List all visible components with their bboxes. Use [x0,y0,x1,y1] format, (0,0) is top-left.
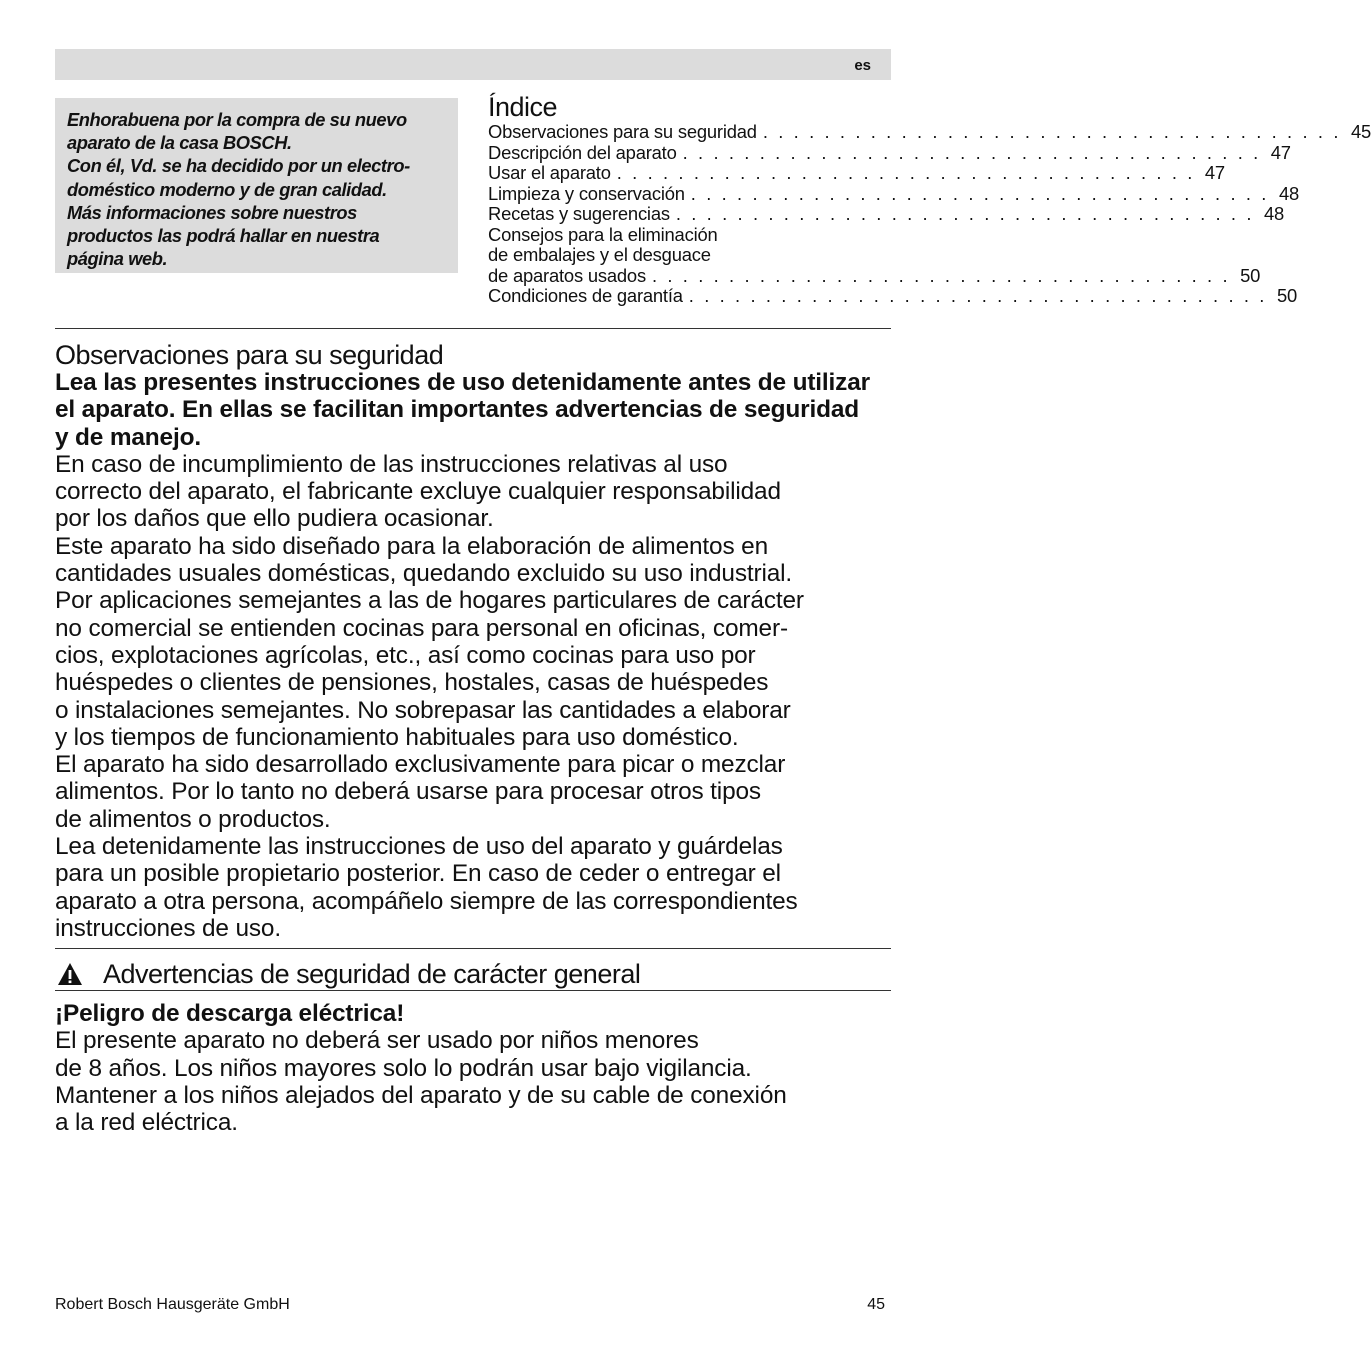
section-divider [55,328,891,329]
warning-title: Advertencias de seguridad de carácter general [103,959,641,989]
safety-line: Lea detenidamente las instrucciones de uso del aparato y guárdelas [55,833,783,861]
warning-triangle-icon [57,962,83,986]
toc-leader-dots: . . . . . . . . . . . . . . . . . . . . . . . . . . . . . . . . . . . . . . [688,285,1267,306]
toc-entry-page: 48 [1278,182,1299,204]
intro-line: doméstico moderno y de gran calidad. [67,178,387,200]
toc-entry-label: de embalajes y el desguace [488,244,711,265]
safety-line: no comercial se entienden cocinas para personal en oficinas, comer- [55,614,788,642]
warning-heading [55,958,640,990]
toc-entry-label: Usar el aparato [488,162,611,183]
table-of-contents [488,90,1371,307]
toc-entry [488,162,1225,184]
intro-box [55,98,458,273]
warning-subheading: ¡Peligro de descarga eléctrica! [55,1000,405,1027]
safety-bold-line: Lea las presentes instrucciones de uso detenidamente antes de utilizar [55,369,870,396]
toc-leader-dots: . . . . . . . . . . . . . . . . . . . . . . . . . . . . . . . . . . . . . . [762,121,1342,142]
safety-body [55,369,895,942]
toc-entry-label: Limpieza y conservación [488,182,685,204]
toc-entry-page: 50 [1276,285,1297,306]
safety-line: Por aplicaciones semejantes a las de hogares particulares de carácter [55,587,804,615]
toc-entry [488,203,1285,225]
toc-entry-label: Recetas y sugerencias [488,203,670,224]
toc-entry [488,245,891,266]
safety-line: huéspedes o clientes de pensiones, hostales, casas de huéspedes [55,669,769,697]
toc-entry [488,141,1291,164]
toc-entry [488,121,1371,143]
toc-list [488,121,1371,307]
intro-line: Más informaciones sobre nuestros [67,201,357,223]
toc-entry-page: 50 [1240,264,1261,286]
safety-line: cantidades usuales domésticas, quedando excluido su uso industrial. [55,560,793,588]
safety-line: y los tiempos de funcionamiento habituales para uso doméstico. [55,723,739,751]
safety-bold-line: el aparato. En ellas se facilitan importantes advertencias de seguridad [55,396,860,424]
warning-line: de 8 años. Los niños mayores solo lo podrán usar bajo vigilancia. [55,1054,752,1082]
toc-leader-dots: . . . . . . . . . . . . . . . . . . . . . . . . . . . . . . . . . . . . . . [690,182,1269,204]
warning-line: El presente aparato no deberá ser usado por niños menores [55,1027,699,1055]
toc-entry [488,182,1299,205]
toc-entry-label: de aparatos usados [488,264,646,286]
toc-leader-dots: . . . . . . . . . . . . . . . . . . . . . . . . . . . . . . . . . . . . . . [651,264,1231,286]
safety-section-title: Observaciones para su seguridad [55,340,444,370]
safety-line: El aparato ha sido desarrollado exclusivamente para picar o mezclar [55,751,786,779]
toc-title: Índice [488,92,558,122]
safety-line: aparato a otra persona, acompáñelo siempre de las correspondientes [55,887,798,915]
safety-line: de alimentos o productos. [55,805,331,833]
footer-page-number: 45 [867,1296,885,1313]
toc-entry-page: 48 [1264,203,1285,224]
warning-bottom-divider [55,990,891,991]
toc-entry-label: Condiciones de garantía [488,285,683,306]
toc-entry-page: 47 [1270,141,1291,163]
warning-body [55,1000,895,1136]
safety-line: para un posible propietario posterior. En caso de ceder o entregar el [55,860,781,888]
safety-line: por los daños que ello pudiera ocasionar. [55,505,494,533]
safety-line: correcto del aparato, el fabricante excluye cualquier responsabilidad [55,478,781,506]
intro-line: aparato de la casa BOSCH. [67,132,292,154]
language-bar [55,49,891,80]
footer-company: Robert Bosch Hausgeräte GmbH [55,1296,290,1313]
toc-entry-label: Descripción del aparato [488,141,677,163]
toc-entry [488,285,1297,307]
intro-line: Con él, Vd. se ha decidido por un electro- [67,155,410,177]
language-code: es [854,57,871,74]
intro-line: productos las podrá hallar en nuestra [67,225,380,247]
safety-line: Este aparato ha sido diseñado para la elaboración de alimentos en [55,532,768,560]
toc-entry-label: Observaciones para su seguridad [488,121,757,142]
warning-top-divider [55,948,891,949]
intro-line: página web. [67,248,168,270]
warning-line: a la red eléctrica. [55,1109,238,1137]
warning-line: Mantener a los niños alejados del aparato y de su cable de conexión [55,1081,787,1109]
toc-entry-label: Consejos para la eliminación [488,223,718,245]
toc-entry [488,264,1261,287]
safety-line: o instalaciones semejantes. No sobrepasar las cantidades a elaborar [55,696,791,724]
intro-line: Enhorabuena por la compra de su nuevo [67,109,407,130]
toc-leader-dots: . . . . . . . . . . . . . . . . . . . . . . . . . . . . . . . . . . . . . . [675,203,1255,224]
safety-line: instrucciones de uso. [55,914,281,942]
toc-entry-page: 47 [1204,162,1225,183]
safety-line: alimentos. Por lo tanto no deberá usarse para procesar otros tipos [55,778,761,806]
safety-line: cios, explotaciones agrícolas, etc., así como cocinas para uso por [55,641,756,669]
toc-entry-page: 45 [1350,121,1371,142]
toc-entry [488,225,891,246]
toc-leader-dots: . . . . . . . . . . . . . . . . . . . . . . . . . . . . . . . . . . . . . . [682,141,1261,163]
safety-bold-line: y de manejo. [55,423,201,451]
safety-line: En caso de incumplimiento de las instrucciones relativas al uso [55,450,728,478]
toc-leader-dots: . . . . . . . . . . . . . . . . . . . . . . . . . . . . . . . . . . . . . . [616,162,1195,183]
